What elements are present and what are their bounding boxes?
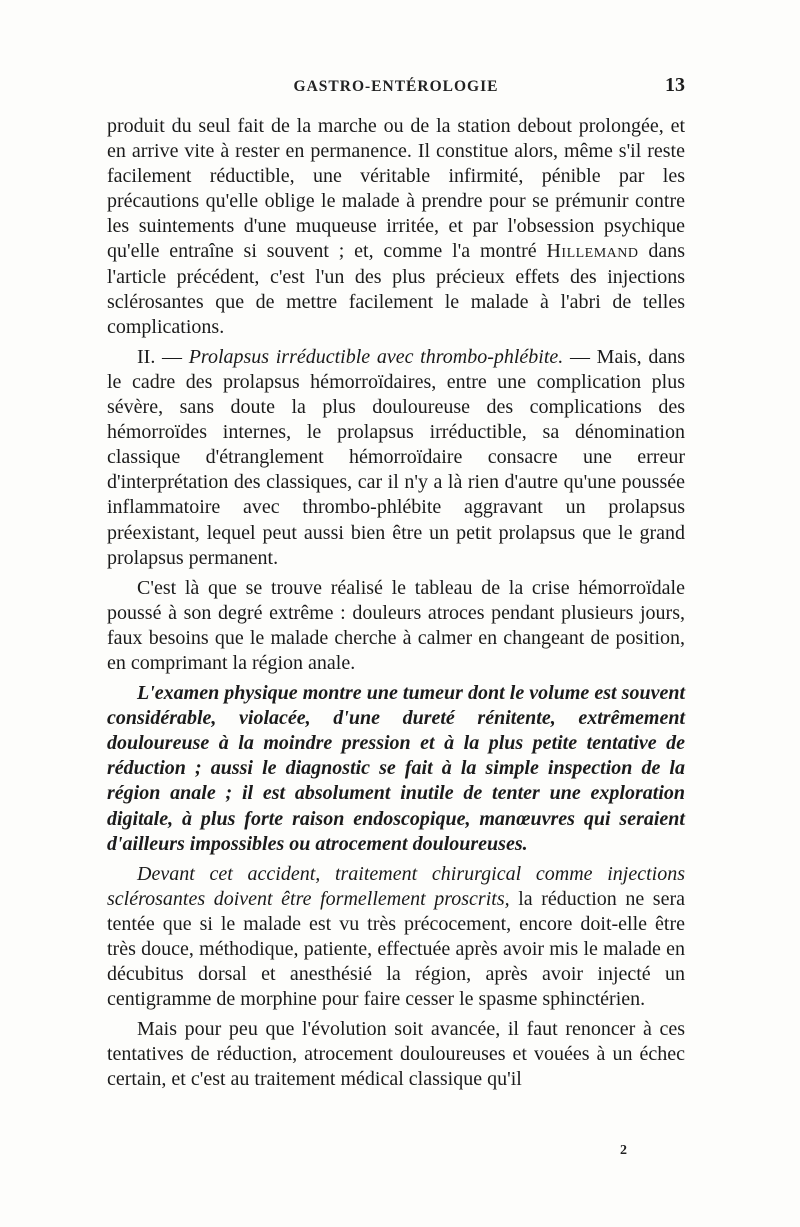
page-number: 13 (665, 74, 685, 96)
paragraph-5-italic: Devant cet accident, traitement chirurgical comme injections sclérosantes doivent être formellement proscrits, (107, 862, 685, 910)
paragraph-3: C'est là que se trouve réalisé le tableau de la crise hémorroïdale poussé à son degré extrême : douleurs atroces pendant plusieurs jours, faux besoins que le malade cherche à calmer en changeant de position, en comprimant la région anale. (107, 576, 685, 674)
paragraph-4-emphasis: L'examen physique montre une tumeur dont le volume est souvent considérable, violacée, d'une dureté rénitente, extrêmement douloureuse à la moindre pression et à la plus petite tentative de réduction ; aussi le diagnostic se fait à la simple inspection de la région anale ; il est absolument inutile de tenter une exploration digitale, à plus forte raison endoscopique, manœuvres qui seraient d'ailleurs impossibles ou atrocement douloureuses. (107, 682, 685, 855)
section-title: Prolapsus irréductible avec thrombo-phlébite. (188, 345, 564, 368)
paragraph-1 (107, 114, 685, 340)
paragraph-5 (107, 862, 685, 1013)
author-name: Hillemand (546, 240, 639, 263)
running-title: GASTRO-ENTÉROLOGIE (293, 78, 499, 95)
paragraph-1-end: dans l'article précédent, c'est l'un des plus précieux effets des injections sclérosantes que de mettre facilement le malade à l'abri de telles complications. (107, 240, 686, 338)
signature-mark: 2 (620, 1143, 627, 1158)
running-head (107, 74, 685, 104)
paragraph-1-text: produit du seul fait de la marche ou de la station debout prolongée, et en arrive vite à rester en permanence. Il constitue alors, même s'il reste facilement réductible, une véritable infirmité, pénible par les précautions qu'elle oblige le malade à prendre pour se prémunir contre les suintements d'une muqueuse irritée, et par l'obsession psychique qu'elle entraîne si souvent ; et, comme l'a montré (107, 115, 685, 263)
paragraph-6: Mais pour peu que l'évolution soit avancée, il faut renoncer à ces tentatives de réduction, atrocement douloureuses et vouées à un échec certain, et c'est au traitement médical classique qu'il (107, 1018, 685, 1091)
section-number: II. — (137, 345, 182, 368)
paragraph-5-text: la réduction ne sera tentée que si le malade est vu très précocement, encore doit-elle être très douce, méthodique, patiente, effectuée après avoir mis le malade en décubitus dorsal et anesthésié la région, après avoir injecté un centigramme de morphine pour faire cesser le spasme sphinctérien. (107, 887, 685, 1011)
body-text (107, 114, 685, 1093)
paragraph-2 (107, 345, 685, 571)
paragraph-2-text: — Mais, dans le cadre des prolapsus hémorroïdaires, entre une complication plus sévère, sans doute la plus douloureuse des complications des hémorroïdes internes, le prolapsus irréductible, sa dénomination classique d'étranglement hémorroïdaire consacre une erreur d'interprétation des classiques, car il n'y a là rien d'autre qu'une poussée inflammatoire avec thrombo-phlébite aggravant un prolapsus préexistant, lequel peut aussi bien être un petit prolapsus que le grand prolapsus permanent. (107, 345, 686, 569)
